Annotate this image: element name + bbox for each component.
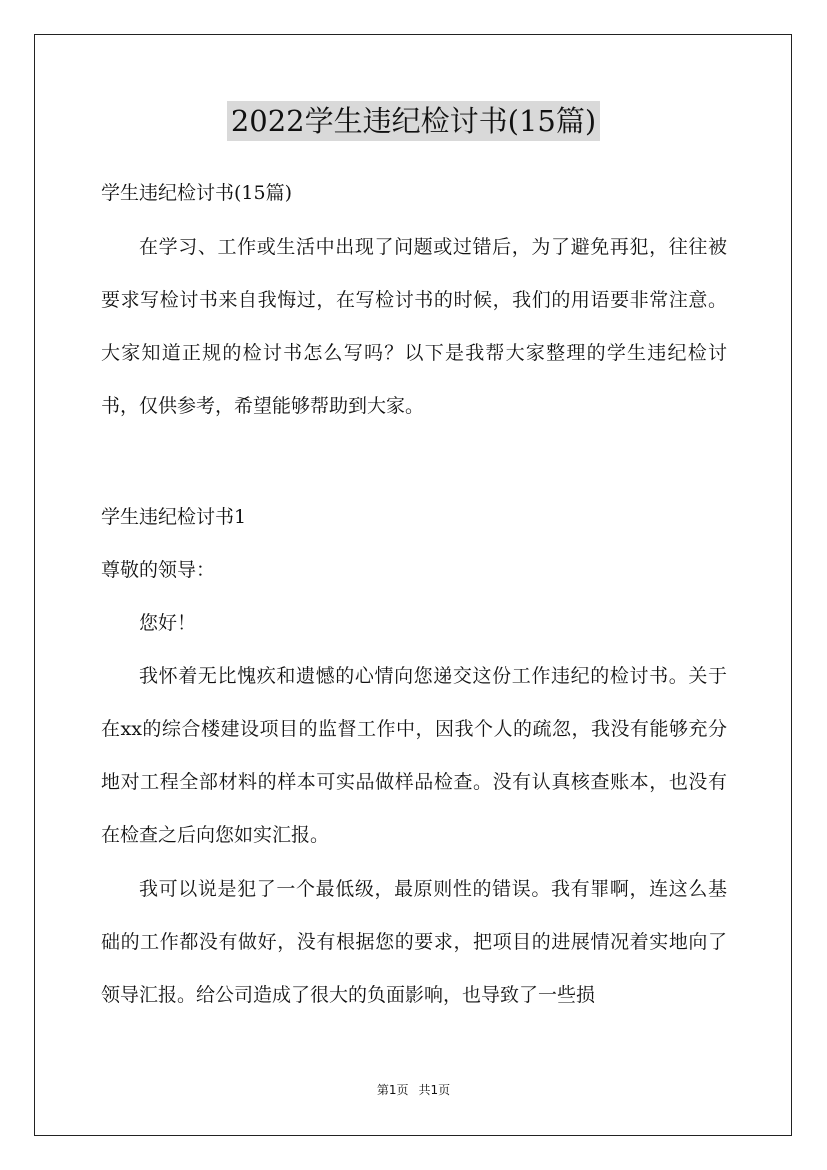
- page-number-current: 第1页: [376, 1083, 409, 1097]
- document-subtitle: 学生违纪检讨书(15篇): [101, 182, 293, 204]
- salutation: 尊敬的领导：: [101, 559, 216, 581]
- document-title: 2022学生违纪检讨书(15篇): [227, 101, 600, 141]
- section-heading: 学生违纪检讨书1: [101, 506, 247, 528]
- intro-paragraph: 在学习、工作或生活中出现了问题或过错后，为了避免再犯，往往被要求写检讨书来自我悔过，在写检讨书的时候，我们的用语要非常注意。大家知道正规的检讨书怎么写吗？以下是我帮大家整理的学生违纪检讨书，仅供参考，希望能够帮助到大家。: [101, 236, 727, 417]
- greeting: 您好！: [139, 612, 197, 634]
- page-number-total: 共1页: [418, 1083, 451, 1097]
- body-paragraph-1: 我怀着无比愧疚和遗憾的心情向您递交这份工作违纪的检讨书。关于在xx的综合楼建设项目的监督工作中，因我个人的疏忽，我没有能够充分地对工程全部材料的样本可实品做样品检查。没有认真核查账本，也没有在检查之后向您如实汇报。: [101, 665, 727, 846]
- title-container: [0, 101, 827, 141]
- body-paragraph-2: 我可以说是犯了一个最低级，最原则性的错误。我有罪啊，连这么基础的工作都没有做好，没有根据您的要求，把项目的进展情况着实地向了领导汇报。给公司造成了很大的负面影响，也导致了一些损: [101, 878, 727, 1006]
- page-footer: [0, 1082, 827, 1098]
